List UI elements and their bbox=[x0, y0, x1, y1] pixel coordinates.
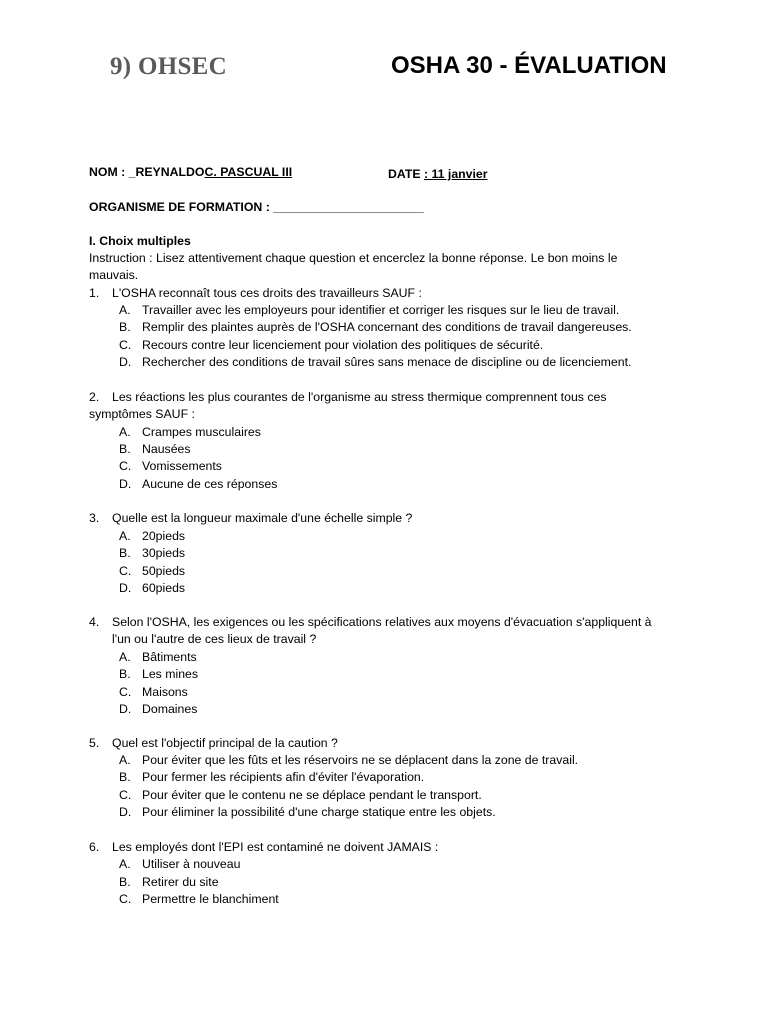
option-text: Utiliser à nouveau bbox=[142, 857, 241, 871]
option-letter: A. bbox=[119, 650, 131, 664]
option-letter: C. bbox=[119, 892, 132, 906]
section-heading: I. Choix multiples bbox=[89, 234, 191, 248]
option-letter: C. bbox=[119, 788, 132, 802]
page-title: OSHA 30 - ÉVALUATION bbox=[391, 52, 667, 79]
option-letter: A. bbox=[119, 753, 131, 767]
option-letter: C. bbox=[119, 338, 132, 352]
option-letter: A. bbox=[119, 857, 131, 871]
option-text: Les mines bbox=[142, 667, 199, 681]
brand-label: 9) OHSEC bbox=[110, 53, 227, 80]
date-field bbox=[388, 166, 488, 183]
option-text: 30pieds bbox=[142, 546, 186, 560]
nom-field bbox=[89, 164, 292, 181]
option-letter: C. bbox=[119, 459, 132, 473]
option-letter: A. bbox=[119, 529, 131, 543]
date-label: DATE bbox=[388, 167, 424, 181]
option-text: Maisons bbox=[142, 685, 188, 699]
question-text-continued: l'un ou l'autre de ces lieux de travail ? bbox=[112, 632, 317, 646]
option-letter: B. bbox=[119, 442, 131, 456]
organisme-blank: ______________________ bbox=[273, 200, 424, 214]
nom-label: NOM : _ bbox=[89, 165, 136, 179]
option-text: 20pieds bbox=[142, 529, 186, 543]
question-text: Les réactions les plus courantes de l'organisme au stress thermique comprennent tous ces bbox=[112, 390, 607, 404]
organisme-label: ORGANISME DE FORMATION : bbox=[89, 200, 274, 214]
question-text: Selon l'OSHA, les exigences ou les spécifications relatives aux moyens d'évacuation s'appliquent à bbox=[112, 615, 652, 629]
option-text: Remplir des plaintes auprès de l'OSHA concernant des conditions de travail dangereuses. bbox=[142, 320, 632, 334]
option-text: Permettre le blanchiment bbox=[142, 892, 279, 906]
question-number: 2. bbox=[89, 390, 100, 404]
question-number: 3. bbox=[89, 511, 100, 525]
option-text: Pour fermer les récipients afin d'éviter l'évaporation. bbox=[142, 770, 425, 784]
question-text: Quel est l'objectif principal de la caution ? bbox=[112, 736, 338, 750]
option-letter: C. bbox=[119, 685, 132, 699]
option-letter: D. bbox=[119, 581, 132, 595]
option-letter: A. bbox=[119, 303, 131, 317]
option-letter: B. bbox=[119, 546, 131, 560]
option-text: Pour éliminer la possibilité d'une charge statique entre les objets. bbox=[142, 805, 496, 819]
option-text: Vomissements bbox=[142, 459, 222, 473]
option-text: Retirer du site bbox=[142, 875, 219, 889]
date-value: : 11 janvier bbox=[423, 167, 488, 181]
nom-value-first: REYNALDO bbox=[135, 165, 205, 179]
option-letter: B. bbox=[119, 320, 131, 334]
question-number: 5. bbox=[89, 736, 100, 750]
nom-value-last: C. PASCUAL III bbox=[204, 165, 293, 179]
option-letter: A. bbox=[119, 425, 131, 439]
option-letter: D. bbox=[119, 805, 132, 819]
question-text-continued: symptômes SAUF : bbox=[89, 407, 195, 421]
question-text: Quelle est la longueur maximale d'une échelle simple ? bbox=[112, 511, 413, 525]
instruction-line: mauvais. bbox=[89, 268, 139, 282]
option-letter: D. bbox=[119, 702, 132, 716]
option-text: Domaines bbox=[142, 702, 198, 716]
question-number: 1. bbox=[89, 286, 100, 300]
option-letter: B. bbox=[119, 770, 131, 784]
option-letter: C. bbox=[119, 564, 132, 578]
option-letter: B. bbox=[119, 667, 131, 681]
option-text: Aucune de ces réponses bbox=[142, 477, 278, 491]
instruction-line: Instruction : Lisez attentivement chaque question et encerclez la bonne réponse. Le bon moins le bbox=[89, 251, 618, 265]
question-number: 6. bbox=[89, 840, 100, 854]
option-text: Rechercher des conditions de travail sûres sans menace de discipline ou de licenciement. bbox=[142, 355, 632, 369]
organisme-field bbox=[89, 199, 424, 216]
option-text: 60pieds bbox=[142, 581, 186, 595]
option-letter: D. bbox=[119, 477, 132, 491]
question-text: L'OSHA reconnaît tous ces droits des travailleurs SAUF : bbox=[112, 286, 422, 300]
option-text: Nausées bbox=[142, 442, 191, 456]
option-letter: D. bbox=[119, 355, 132, 369]
option-text: Pour éviter que les fûts et les réservoirs ne se déplacent dans la zone de travail. bbox=[142, 753, 579, 767]
option-text: Recours contre leur licenciement pour violation des politiques de sécurité. bbox=[142, 338, 544, 352]
option-text: Bâtiments bbox=[142, 650, 197, 664]
option-text: Travailler avec les employeurs pour identifier et corriger les risques sur le lieu de travail. bbox=[142, 303, 620, 317]
question-number: 4. bbox=[89, 615, 100, 629]
option-text: Pour éviter que le contenu ne se déplace pendant le transport. bbox=[142, 788, 482, 802]
option-text: 50pieds bbox=[142, 564, 186, 578]
question-text: Les employés dont l'EPI est contaminé ne doivent JAMAIS : bbox=[112, 840, 439, 854]
option-text: Crampes musculaires bbox=[142, 425, 261, 439]
option-letter: B. bbox=[119, 875, 131, 889]
